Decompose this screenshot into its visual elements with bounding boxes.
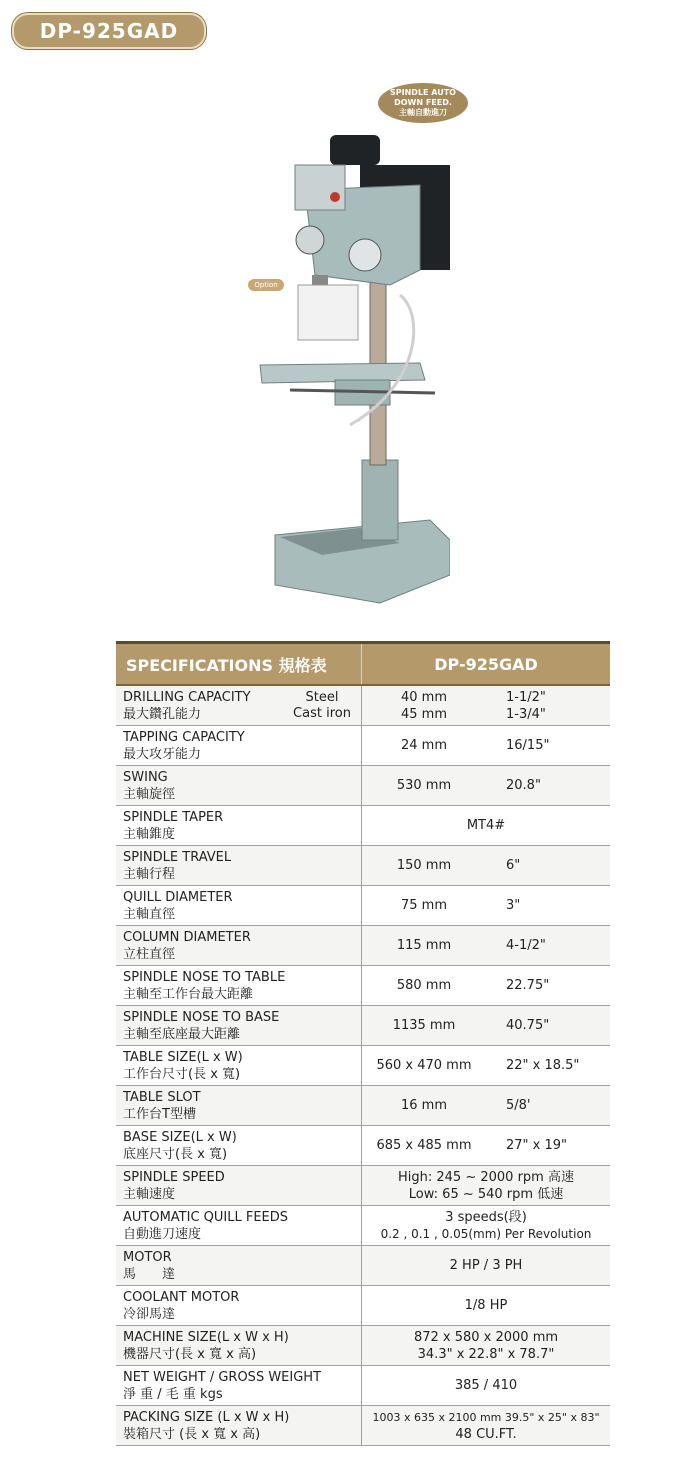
spec-label-zh: 裝箱尺寸 (長 x 寬 x 高): [123, 1426, 261, 1442]
spec-label-zh: 主軸至工作台最大距離: [123, 986, 254, 1002]
spec-label-en: TABLE SLOT: [123, 1089, 201, 1105]
spec-label-zh: 底座尺寸(長 x 寬): [123, 1146, 228, 1162]
spec-label: [116, 1166, 362, 1206]
spec-label-en: TABLE SIZE(L x W): [123, 1049, 243, 1065]
spec-imperial: 40.75": [486, 1006, 610, 1046]
column-lower: [362, 460, 398, 540]
spec-label-zh: 立柱直徑: [123, 946, 176, 962]
spec-label-en: MOTOR: [123, 1249, 172, 1265]
machine-size-in: 34.3" x 22.8" x 78.7": [417, 1346, 555, 1362]
spec-label-zh: 機器尺寸(長 x 寬 x 高): [123, 1346, 257, 1362]
callout-line-3: 主軸自動進刀: [399, 108, 447, 117]
spec-label-zh: 工作台T型槽: [123, 1106, 196, 1122]
spec-label-zh: 主軸速度: [123, 1186, 176, 1202]
spec-label-en: SPINDLE NOSE TO BASE: [123, 1009, 280, 1025]
spec-label-en: PACKING SIZE (L x W x H): [123, 1409, 290, 1425]
spindle-hub: [349, 239, 381, 271]
option-tag: Option: [248, 279, 284, 291]
imperial-1: 1-1/2": [506, 689, 546, 705]
spec-label: [116, 1206, 362, 1246]
table-row: [116, 926, 610, 966]
callout-line-2: DOWN FEED.: [394, 98, 452, 107]
spec-label: [116, 1046, 362, 1086]
spec-label-en: SPINDLE TRAVEL: [123, 849, 232, 865]
spec-metric: 115 mm: [362, 926, 487, 966]
spec-label-zh: 主軸至底座最大距離: [123, 1026, 241, 1042]
feed-handwheel: [296, 226, 324, 254]
spec-label: [116, 966, 362, 1006]
spec-label-zh: 最大鑽孔能力: [123, 706, 202, 722]
spec-label: [116, 726, 362, 766]
table-row: [116, 1046, 610, 1086]
spec-label: [116, 886, 362, 926]
spec-label-en: SWING: [123, 769, 168, 785]
spec-label-zh: 主軸旋徑: [123, 786, 176, 802]
spec-label-en: SPINDLE NOSE TO TABLE: [123, 969, 286, 985]
spec-label-zh: 主軸直徑: [123, 906, 176, 922]
spec-label-en: MACHINE SIZE(L x W x H): [123, 1329, 289, 1345]
spec-header-right: DP-925GAD: [362, 643, 611, 686]
spec-label-zh: 馬 達: [123, 1266, 176, 1282]
spec-metric: 560 x 470 mm: [362, 1046, 487, 1086]
table-row: [116, 766, 610, 806]
spec-value: [362, 1406, 611, 1446]
sub-steel: Steel: [305, 689, 339, 705]
table-row: [116, 806, 610, 846]
table-row: [116, 1086, 610, 1126]
spec-value: 1/8 HP: [362, 1286, 611, 1326]
spec-imperial: 20.8": [486, 766, 610, 806]
spec-label-zh: 工作台尺寸(長 x 寬): [123, 1066, 241, 1082]
spec-label: [116, 685, 283, 726]
spec-label: [116, 1006, 362, 1046]
control-panel: [295, 165, 345, 210]
spec-imperial: [486, 685, 610, 726]
sub-cast-iron: Cast iron: [293, 705, 351, 721]
spec-metric: 16 mm: [362, 1086, 487, 1126]
spec-imperial: 3": [486, 886, 610, 926]
spec-label: [116, 1366, 362, 1406]
motor-top: [330, 135, 380, 165]
spec-metric: 1135 mm: [362, 1006, 487, 1046]
spec-value: [362, 1166, 611, 1206]
spec-imperial: 16/15": [486, 726, 610, 766]
spec-label-en: BASE SIZE(L x W): [123, 1129, 237, 1145]
spec-imperial: 5/8': [486, 1086, 610, 1126]
packing-volume: 48 CU.FT.: [455, 1426, 517, 1442]
spec-imperial: 6": [486, 846, 610, 886]
spec-metric: [362, 685, 487, 726]
metric-1: 40 mm: [400, 689, 447, 705]
spindle-auto-feed-callout: [378, 83, 468, 123]
spec-label: [116, 1126, 362, 1166]
table-row: [116, 1006, 610, 1046]
spec-imperial: 22.75": [486, 966, 610, 1006]
spec-metric: 580 mm: [362, 966, 487, 1006]
table-row: [116, 966, 610, 1006]
spec-label: [116, 1326, 362, 1366]
table-row: [116, 846, 610, 886]
spec-label-en: SPINDLE SPEED: [123, 1169, 225, 1185]
packing-size-dims: 1003 x 635 x 2100 mm 39.5" x 25" x 83": [372, 1410, 600, 1424]
spec-label: [116, 1246, 362, 1286]
spec-label-en: NET WEIGHT / GROSS WEIGHT: [123, 1369, 322, 1385]
spec-label: [116, 846, 362, 886]
spec-label-en: AUTOMATIC QUILL FEEDS: [123, 1209, 289, 1225]
feed-rates: 0.2 , 0.1 , 0.05(mm) Per Revolution: [380, 1226, 592, 1241]
spec-label: [116, 926, 362, 966]
table-row: [116, 1246, 610, 1286]
spec-label: [116, 1086, 362, 1126]
spec-label-zh: 主軸行程: [123, 866, 176, 882]
table-row: [116, 1326, 610, 1366]
spec-label-zh: 主軸錐度: [123, 826, 176, 842]
model-badge: DP-925GAD: [12, 13, 206, 49]
machine-size-mm: 872 x 580 x 2000 mm: [413, 1329, 559, 1345]
table-row: [116, 726, 610, 766]
table-row: [116, 886, 610, 926]
spec-metric: 24 mm: [362, 726, 487, 766]
spec-metric: 685 x 485 mm: [362, 1126, 487, 1166]
spec-value: 385 / 410: [362, 1366, 611, 1406]
table-row: [116, 1126, 610, 1166]
imperial-2: 1-3/4": [506, 706, 546, 722]
spec-sublabel: [283, 685, 362, 726]
spec-metric: 150 mm: [362, 846, 487, 886]
callout-line-1: SPINDLE AUTO: [390, 88, 456, 97]
spec-imperial: 27" x 19": [486, 1126, 610, 1166]
spec-value: MT4#: [362, 806, 611, 846]
speed-low: Low: 65 ~ 540 rpm 低速: [408, 1186, 564, 1202]
spec-label-en: QUILL DIAMETER: [123, 889, 233, 905]
drill-press-illustration: [250, 125, 450, 615]
specifications-table: [116, 641, 610, 1446]
table-handle: [290, 390, 435, 393]
spec-label-zh: 冷卻馬達: [123, 1306, 176, 1322]
speed-high: High: 245 ~ 2000 rpm 高速: [398, 1169, 574, 1185]
spec-value: [362, 1206, 611, 1246]
spec-metric: 75 mm: [362, 886, 487, 926]
table-row: [116, 1406, 610, 1446]
spec-value: [362, 1326, 611, 1366]
spec-label: [116, 806, 362, 846]
spec-label-en: DRILLING CAPACITY: [123, 689, 251, 705]
spec-label-en: COLUMN DIAMETER: [123, 929, 251, 945]
metric-2: 45 mm: [400, 706, 447, 722]
spec-header-left: SPECIFICATIONS 規格表: [116, 643, 362, 686]
spec-label: [116, 1406, 362, 1446]
table-row: [116, 685, 610, 726]
spec-imperial: 22" x 18.5": [486, 1046, 610, 1086]
spec-label-en: TAPPING CAPACITY: [123, 729, 245, 745]
spec-label-zh: 淨 重 / 毛 重 kgs: [123, 1386, 223, 1402]
spec-label-en: COOLANT MOTOR: [123, 1289, 240, 1305]
table-row: [116, 1206, 610, 1246]
spec-label-zh: 最大攻牙能力: [123, 746, 202, 762]
spec-label: [116, 1286, 362, 1326]
table-row: [116, 1286, 610, 1326]
spec-label-zh: 自動進刀速度: [123, 1226, 202, 1242]
spec-metric: 530 mm: [362, 766, 487, 806]
emergency-stop-icon: [330, 192, 340, 202]
table-row: [116, 1366, 610, 1406]
chip-guard: [298, 285, 358, 340]
spec-label: [116, 766, 362, 806]
spec-label-en: SPINDLE TAPER: [123, 809, 224, 825]
table-row: [116, 1166, 610, 1206]
spec-value: 2 HP / 3 PH: [362, 1246, 611, 1286]
feed-speeds: 3 speeds(段): [445, 1209, 527, 1225]
spec-imperial: 4-1/2": [486, 926, 610, 966]
